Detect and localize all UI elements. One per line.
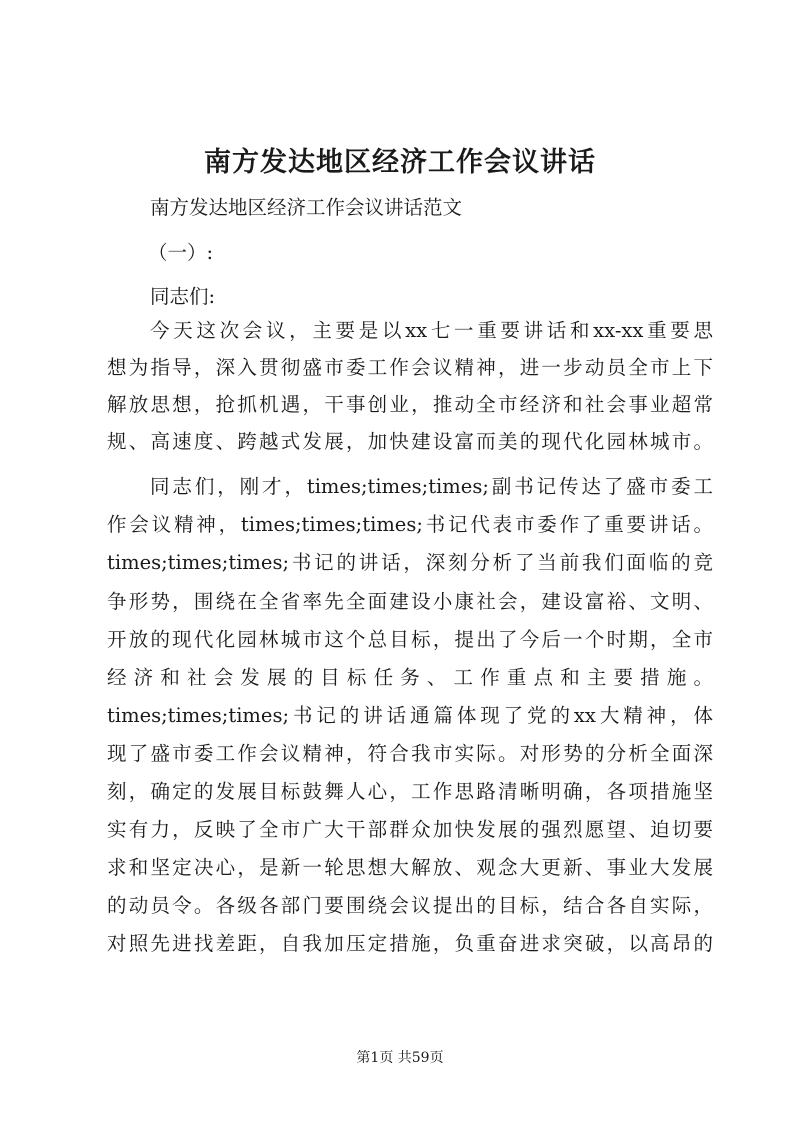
body-line: 实有力，反映了全市广大干部群众加快发展的强烈愿望、迫切要	[107, 818, 713, 841]
body-line: 的动员令。各级各部门要围绕会议提出的目标，结合各自实际，	[107, 894, 713, 917]
body-line: 对照先进找差距，自我加压定措施，负重奋进求突破，以高昂的	[107, 932, 713, 955]
body-line: 求和坚定决心，是新一轮思想大解放、观念大更新、事业大发展	[107, 856, 713, 879]
page-number-footer: 第1页 共59页	[356, 1050, 444, 1066]
body-line: times;times;times;书记的讲话通篇体现了党的xx大精神，体	[107, 704, 713, 727]
body-line: 同志们，刚才，times;times;times;副书记传达了盛市委工	[150, 475, 713, 498]
document-title: 南方发达地区经济工作会议讲话	[204, 147, 596, 178]
body-line: 解放思想，抢抓机遇，干事创业，推动全市经济和社会事业超常	[107, 393, 713, 416]
salutation: 同志们:	[150, 285, 216, 308]
document-subtitle: 南方发达地区经济工作会议讲话范文	[150, 196, 463, 219]
body-line: 刻，确定的发展目标鼓舞人心，工作思路清晰明确，各项措施坚	[107, 780, 713, 803]
body-line: 开放的现代化园林城市这个总目标，提出了今后一个时期，全市	[107, 628, 713, 651]
body-line: 现了盛市委工作会议精神，符合我市实际。对形势的分析全面深	[107, 742, 713, 765]
body-line: 今天这次会议，主要是以xx七一重要讲话和xx-xx重要思	[150, 319, 713, 342]
body-line: 争形势，围绕在全省率先全面建设小康社会，建设富裕、文明、	[107, 590, 713, 613]
body-line: 经济和社会发展的目标任务、工作重点和主要措施。	[107, 666, 713, 689]
section-heading: （一）:	[148, 241, 214, 264]
body-line: 规、高速度、跨越式发展，加快建设富而美的现代化园林城市。	[107, 430, 713, 453]
body-line: 作会议精神，times;times;times;书记代表市委作了重要讲话。	[107, 513, 713, 536]
body-line: times;times;times;书记的讲话，深刻分析了当前我们面临的竞	[107, 551, 713, 574]
body-line: 想为指导，深入贯彻盛市委工作会议精神，进一步动员全市上下	[107, 356, 713, 379]
